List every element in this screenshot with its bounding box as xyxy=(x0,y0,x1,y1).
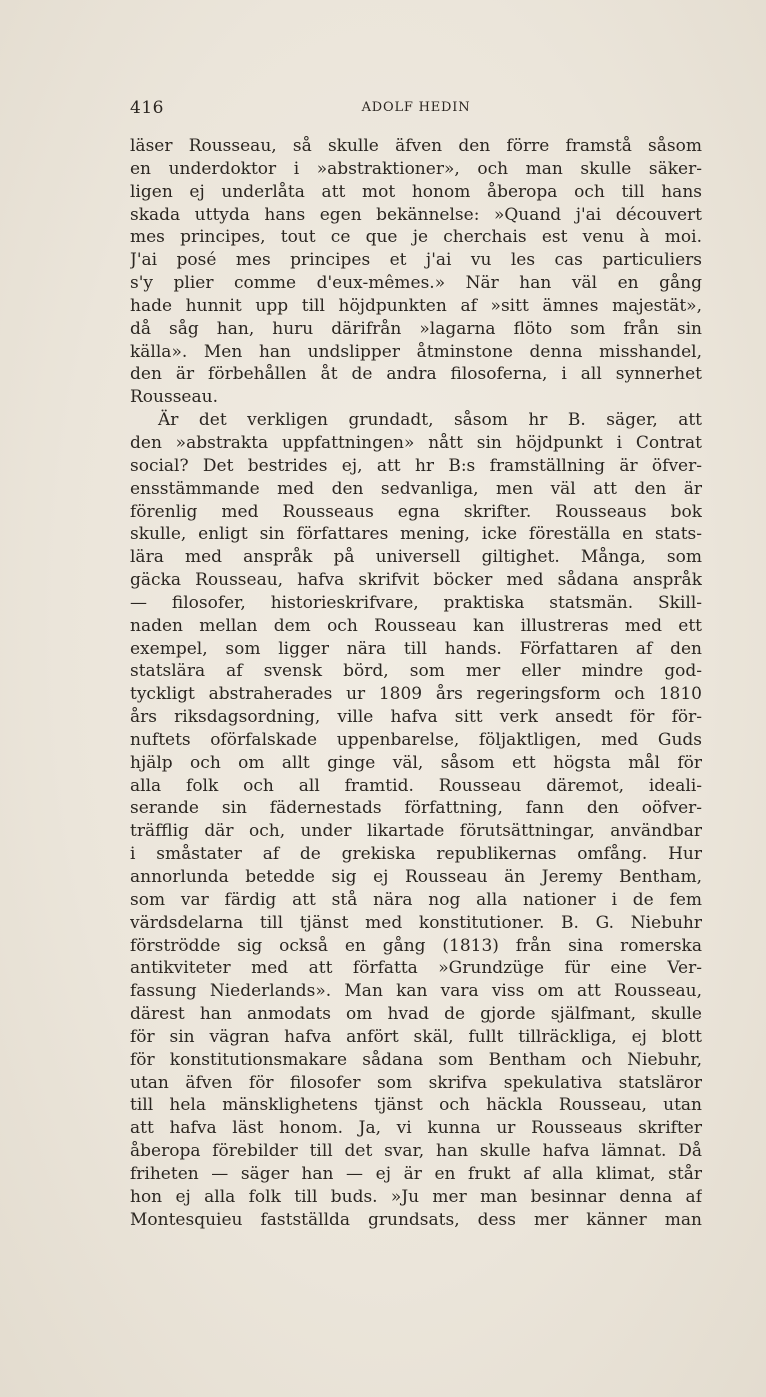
text-line: exempel, som ligger nära till hands. Författaren af den xyxy=(130,638,702,659)
text-line: nuftets oförfalskade uppenbarelse, följaktligen, med Guds xyxy=(130,729,702,750)
text-line: utan äfven för filosofer som skrifva spekulativa statsläror xyxy=(130,1072,702,1093)
text-line: träfflig där och, under likartade förutsättningar, användbar xyxy=(130,821,702,842)
text-line: ensstämmande med den sedvanliga, men väl att den är xyxy=(130,478,702,499)
text-line: J'ai posé mes principes et j'ai vu les cas particuliers xyxy=(130,250,702,271)
text-line: ligen ej underlåta att mot honom åberopa och till hans xyxy=(130,181,702,202)
text-line: tyckligt abstraherades ur 1809 års regeringsform och 1810 xyxy=(130,684,702,705)
text-line: gäcka Rousseau, hafva skrifvit böcker med sådana anspråk xyxy=(130,570,702,591)
text-line: förströdde sig också en gång (1813) från sina romerska xyxy=(130,935,702,956)
text-line: antikviteter med att författa »Grundzüge für eine Ver- xyxy=(130,958,702,979)
page-number: 416 xyxy=(130,98,164,118)
text-line: förenlig med Rousseaus egna skrifter. Rousseaus bok xyxy=(130,501,702,522)
text-line: — filosofer, historieskrifvare, praktiska statsmän. Skill- xyxy=(130,592,702,613)
text-line: alla folk och all framtid. Rousseau däremot, ideali- xyxy=(130,775,702,796)
text-line: källa». Men han undslipper åtminstone denna misshandel, xyxy=(130,341,702,362)
text-line: den »abstrakta uppfattningen» nått sin höjdpunkt i Contrat xyxy=(130,432,702,453)
text-line: till hela mänsklighetens tjänst och häckla Rousseau, utan xyxy=(130,1095,702,1116)
text-line: då såg han, huru därifrån »lagarna flöto som från sin xyxy=(130,318,702,339)
running-head: ADOLF HEDIN xyxy=(361,100,471,115)
text-line: skulle, enligt sin författares mening, icke föreställa en stats- xyxy=(130,524,702,545)
text-line-paragraph-end: Rousseau. xyxy=(130,387,218,408)
page-header xyxy=(130,98,702,122)
text-line: som var färdig att stå nära nog alla nationer i de fem xyxy=(130,889,702,910)
text-line: statslära af svensk börd, som mer eller mindre god- xyxy=(130,661,702,682)
text-line: mes principes, tout ce que je cherchais est venu à moi. xyxy=(130,227,702,248)
body-text xyxy=(130,135,702,1232)
text-line: läser Rousseau, så skulle äfven den förre framstå såsom xyxy=(130,136,702,156)
text-line: års riksdagsordning, ville hafva sitt verk ansedt för för- xyxy=(130,707,702,728)
text-line: hjälp och om allt ginge väl, såsom ett högsta mål för xyxy=(130,752,702,773)
text-line: annorlunda betedde sig ej Rousseau än Jeremy Bentham, xyxy=(130,867,702,887)
text-line: för konstitutionsmakare sådana som Bentham och Niebuhr, xyxy=(130,1049,702,1070)
text-line-paragraph-start: Är det verkligen grundadt, såsom hr B. säger, att xyxy=(158,410,702,431)
text-line: fassung Niederlands». Man kan vara viss om att Rousseau, xyxy=(130,981,702,1002)
text-line: s'y plier comme d'eux-mêmes.» När han väl en gång xyxy=(130,273,702,294)
text-line: värdsdelarna till tjänst med konstitutioner. B. G. Niebuhr xyxy=(130,912,702,933)
text-line: naden mellan dem och Rousseau kan illustreras med ett xyxy=(130,615,702,636)
text-line: i småstater af de grekiska republikernas omfång. Hur xyxy=(130,844,702,865)
text-line: skada uttyda hans egen bekännelse: »Quand j'ai découvert xyxy=(130,204,702,225)
text-line: för sin vägran hafva anfört skäl, fullt tillräckliga, ej blott xyxy=(130,1026,702,1047)
text-line: Montesquieu fastställda grundsats, dess mer känner man xyxy=(130,1209,702,1230)
text-line: social? Det bestrides ej, att hr B:s framställning är öfver- xyxy=(130,455,702,476)
text-line: hon ej alla folk till buds. »Ju mer man besinnar denna af xyxy=(130,1186,702,1207)
text-line: den är förbehållen åt de andra filosoferna, i all synnerhet xyxy=(130,364,702,385)
text-line: serande sin fädernestads författning, fann den oöfver- xyxy=(130,798,702,819)
text-line: friheten — säger han — ej är en frukt af alla klimat, står xyxy=(130,1163,702,1184)
text-line: en underdoktor i »abstraktioner», och man skulle säker- xyxy=(130,158,702,179)
text-line: åberopa förebilder till det svar, han skulle hafva lämnat. Då xyxy=(130,1141,702,1162)
text-line: att hafva läst honom. Ja, vi kunna ur Rousseaus skrifter xyxy=(130,1118,702,1139)
text-line: hade hunnit upp till höjdpunkten af »sitt ämnes majestät», xyxy=(130,295,702,316)
text-line: därest han anmodats om hvad de gjorde själfmant, skulle xyxy=(130,1004,702,1025)
text-line: lära med anspråk på universell giltighet. Många, som xyxy=(130,547,702,568)
